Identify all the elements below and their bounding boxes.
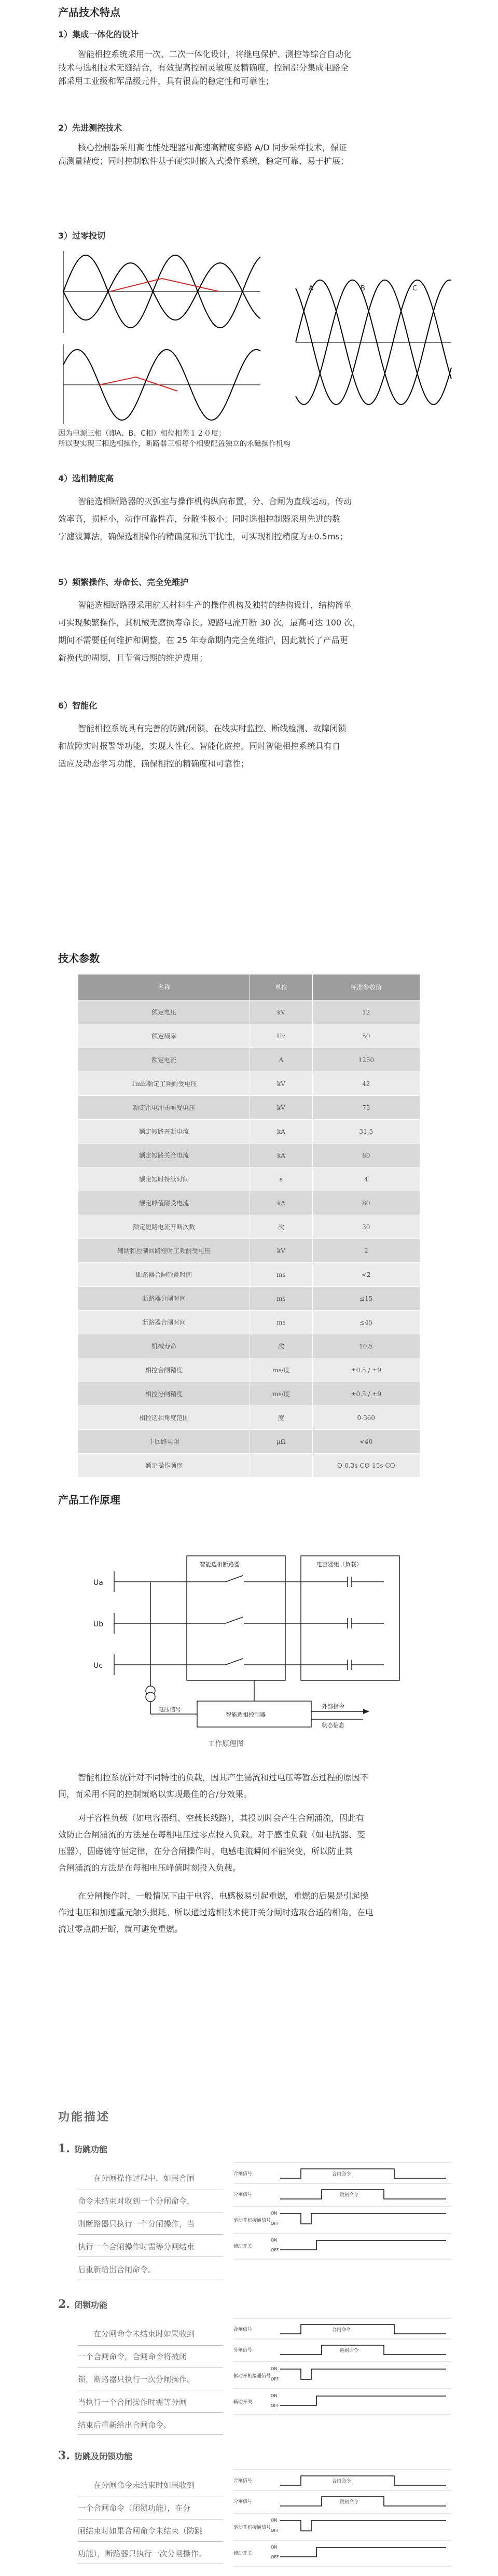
- cell-name: 相控选相角度范围: [78, 1406, 250, 1430]
- cell-name: 相控分闸精度: [78, 1382, 250, 1406]
- cell-unit: kA: [250, 1191, 312, 1215]
- feature-2-title: 2）先进测控技术: [58, 123, 122, 133]
- level-label: OFF: [271, 2221, 279, 2226]
- function-3-title: 3. 防跳及闭锁功能: [58, 2449, 132, 2462]
- cell-value: O-0.3s-CO-15s-CO: [312, 1454, 420, 1478]
- cell-unit: ms: [250, 1287, 312, 1311]
- trip-cmd-label: 跳闸命令: [340, 2500, 359, 2505]
- cell-name: 额定峰值耐受电流: [78, 1191, 250, 1215]
- table-row: [78, 1167, 420, 1191]
- cell-name: 额定短路开断电流: [78, 1120, 250, 1144]
- specs-table-header: [78, 974, 420, 1000]
- table-row: [78, 1454, 420, 1478]
- close-cmd-label: 合闸命令: [332, 2479, 351, 2484]
- signal-label: 驱动开机接通信号: [233, 2525, 271, 2530]
- function-2-text: 在分闸命令未结束时如果收到 一个合闸命令，合闸命令将被闭 锁，断路器只执行一次分闸操作。 当执行一个合闸操作时需等分闸 结束后重新给出合闸命令。: [78, 2322, 223, 2436]
- function-1-title: 1. 防跳功能: [58, 2142, 107, 2155]
- feature-4-title: 4）选相精度高: [58, 474, 114, 483]
- signal-label: 合闸信号: [233, 2171, 253, 2177]
- cell-unit: 次: [250, 1334, 312, 1358]
- cell-value: 10万: [312, 1334, 420, 1358]
- feature-2-text: 核心控制器采用高性能处理器和高速高精度多路 A/D 同步采样技术，保证 高测量精度；同时控制软件基于硬实时嵌入式操作系统，稳定可靠、易于扩展；: [58, 143, 349, 166]
- principle-text-2: 对于容性负载（如电容器组、空载长线路），其投切时会产生合闸涌流，因此有 效防止合闸涌流的方法是在每相电压过零点投入负载。对于感性负载（如电抗器、变 压器），因磁链守恒定律，在分合闸操作时，电感电流瞬间不能突变，所以防止其 合闸涌流的方法是在每相电压峰值时刻投入负载。: [58, 1813, 366, 1873]
- level-label: ON: [271, 2518, 278, 2523]
- phase-a-label: A: [309, 285, 313, 293]
- function-1-timing-diagram: [233, 2163, 451, 2287]
- level-label: OFF: [271, 2248, 279, 2252]
- phase-c-label: C: [412, 285, 418, 293]
- feature-3-text: 因为电源三相（即A、B、C相）相位相差１２０度； 所以要实现三相选相操作，断路器三相每个相要配置独立的永磁操作机构: [58, 429, 290, 448]
- table-row: [78, 1072, 420, 1096]
- col-value: 标准参数值: [312, 974, 420, 1000]
- cell-name: 额定操作顺序: [78, 1454, 250, 1478]
- signal-label: 辅助开关: [233, 2551, 253, 2556]
- table-row: [78, 1120, 420, 1144]
- table-row: [78, 1287, 420, 1311]
- principle-text-1: 智能相控系统针对不同特性的负载，因其产生涌流和过电压等暂态过程的原因不 同，而采用不同的控制策略以实现最佳的合/分效果。: [58, 1773, 369, 1799]
- controller-box-label: 智能选相控制器: [226, 1711, 266, 1718]
- uc-label: Uc: [93, 1662, 103, 1670]
- cell-name: 额定短时持续时间: [78, 1167, 250, 1191]
- cell-unit: ms: [250, 1311, 312, 1334]
- table-row: [78, 1215, 420, 1239]
- cell-name: 机械寿命: [78, 1334, 250, 1358]
- cell-value: <40: [312, 1430, 420, 1454]
- table-row: [78, 1358, 420, 1382]
- level-label: OFF: [271, 2377, 279, 2382]
- trip-cmd-label: 跳闸命令: [340, 2193, 359, 2198]
- cell-name: 辅助和控制回路短时工频耐受电压: [78, 1239, 250, 1263]
- ua-label: Ua: [93, 1579, 103, 1587]
- cell-name: 1min额定工频耐受电压: [78, 1072, 250, 1096]
- level-label: ON: [271, 2211, 278, 2216]
- cell-name: 断路器合闸时间: [78, 1311, 250, 1334]
- level-label: ON: [271, 2238, 278, 2243]
- level-label: ON: [271, 2393, 278, 2398]
- feature-6-title: 6）智能化: [58, 701, 98, 711]
- cell-unit: kA: [250, 1120, 312, 1144]
- cell-unit: 度: [250, 1406, 312, 1430]
- ub-label: Ub: [93, 1620, 104, 1628]
- function-3-timing-diagram: [233, 2470, 451, 2573]
- cell-unit: kV: [250, 1000, 312, 1024]
- signal-label: 分闸信号: [233, 2348, 253, 2353]
- table-row: [78, 1239, 420, 1263]
- cell-value: 2: [312, 1239, 420, 1263]
- function-3-text: 在分闸命令未结束时如果收到 一个合闸命令（闭锁功能），在分 闸结束时如果合闸命令未结束（防跳 功能），断路器只执行一次分闸操作。: [78, 2474, 223, 2565]
- cell-unit: [250, 1454, 312, 1478]
- feature-5-title: 5）频繁操作、寿命长、完全免维护: [58, 577, 189, 587]
- cell-value: 80: [312, 1144, 420, 1167]
- level-label: OFF: [271, 2555, 279, 2559]
- principle-heading: 产品工作原理: [58, 1494, 120, 1506]
- feature-3-title: 3）过零投切: [58, 231, 106, 241]
- table-row: [78, 1406, 420, 1430]
- cell-value: 12: [312, 1000, 420, 1024]
- feature-6-text: 智能相控系统具有完善的防跳/闭锁、在线实时监控、断线检测、故障闭锁 和故障实时报警等功能，实现人性化、智能化监控，同时智能相控系统具有自 适应及动态学习功能，确保相控的精确度和可靠性；: [58, 723, 347, 769]
- table-row: [78, 1430, 420, 1454]
- functions-heading: 功能描述: [58, 2110, 110, 2124]
- signal-label: 合闸信号: [233, 2478, 253, 2484]
- cell-unit: A: [250, 1048, 312, 1072]
- principle-text-3: 在分闸操作时，一般情况下由于电容、电感极易引起重燃，重燃的后果是引起操 作过电压和加速重元触头损耗。所以通过选相技术使开关分闸时选取合适的相角，在电 流过零点前开断，就可避免重燃。: [58, 1891, 374, 1934]
- specs-table: [78, 974, 420, 1478]
- function-2-timing-diagram: [233, 2318, 451, 2443]
- cell-name: 额定短路关合电流: [78, 1144, 250, 1167]
- cell-unit: Hz: [250, 1024, 312, 1048]
- close-cmd-label: 合闸命令: [332, 2172, 351, 2177]
- cell-name: 额定雷电冲击耐受电压: [78, 1096, 250, 1120]
- phase-b-label: B: [361, 285, 365, 293]
- feature-4-text: 智能选相断路器的灭弧室与操作机构纵向布置，分、合闸为直线运动，传动 效率高，损耗小，动作可靠性高，分散性极小；同时选相控制器采用先进的数 字滤波算法，确保选相操作的精确度和抗干扰性，可实现相控精度为±0.5ms；: [58, 496, 352, 541]
- cell-unit: μΩ: [250, 1430, 312, 1454]
- col-name: 名称: [78, 974, 250, 1000]
- cell-value: 42: [312, 1072, 420, 1096]
- cell-unit: s: [250, 1167, 312, 1191]
- table-row: [78, 1311, 420, 1334]
- waveform-three-phase-diagram: [290, 259, 457, 425]
- close-cmd-label: 合闸命令: [332, 2328, 351, 2333]
- voltage-signal-label: 电压信号: [158, 1706, 181, 1713]
- table-row: [78, 1144, 420, 1167]
- waveform-single-phase-diagram: [58, 245, 266, 426]
- table-row: [78, 1263, 420, 1287]
- signal-label: 合闸信号: [233, 2327, 253, 2332]
- cell-unit: kV: [250, 1096, 312, 1120]
- cell-name: 额定频率: [78, 1024, 250, 1048]
- feature-1-title: 1）集成一体化的设计: [58, 30, 139, 39]
- cell-value: 1250: [312, 1048, 420, 1072]
- table-row: [78, 1000, 420, 1024]
- feature-5-text: 智能选相断路器采用航天材料生产的操作机构及独特的结构设计，结构简单 可实现频繁操作，其机械无磨损寿命长。短路电流开断 30 次，最高可达 100 次， 期间不需要任何维护和调整，在 25 年寿命期内完全免维护，因此就长了产品更 新换代的周期，且节省后期的维护费用；: [58, 600, 361, 663]
- cell-value: ≤45: [312, 1311, 420, 1334]
- breaker-box-label: 智能选相断路器: [200, 1561, 240, 1568]
- cell-name: 额定电流: [78, 1048, 250, 1072]
- trip-cmd-label: 跳闸命令: [340, 2348, 359, 2354]
- cell-value: ±0.5 / ±9: [312, 1358, 420, 1382]
- status-info-label: 状态信息: [322, 1722, 344, 1729]
- cell-name: 主回路电阻: [78, 1430, 250, 1454]
- cell-value: 0-360: [312, 1406, 420, 1430]
- table-row: [78, 1024, 420, 1048]
- level-label: OFF: [271, 2528, 279, 2533]
- function-2-title: 2. 闭锁功能: [58, 2297, 107, 2311]
- function-1-text: 在分闸操作过程中，如果合闸 命令未结束对收到一个分闸命令， 则断路器只执行一个分闸操作，当 执行一个合闸操作时需等分闸结束 后重新给出合闸命令。: [78, 2167, 223, 2281]
- working-principle-diagram: [93, 1535, 425, 1732]
- cell-name: 额定电压: [78, 1000, 250, 1024]
- col-unit: 单位: [250, 974, 312, 1000]
- cell-value: 30: [312, 1215, 420, 1239]
- table-row: [78, 1096, 420, 1120]
- level-label: ON: [271, 2545, 278, 2550]
- signal-label: 分闸信号: [233, 2499, 253, 2504]
- cell-value: 75: [312, 1096, 420, 1120]
- principle-caption: 工作原理图: [208, 1740, 244, 1748]
- cell-value: 50: [312, 1024, 420, 1048]
- signal-label: 驱动开机接通信号: [233, 2218, 271, 2223]
- load-box-label: 电容器组（负载）: [316, 1561, 362, 1568]
- table-row: [78, 1334, 420, 1358]
- cell-value: <2: [312, 1263, 420, 1287]
- table-row: [78, 1191, 420, 1215]
- specs-heading: 技术参数: [58, 952, 100, 965]
- cell-value: 4: [312, 1167, 420, 1191]
- table-row: [78, 1382, 420, 1406]
- cell-name: 相控合闸精度: [78, 1358, 250, 1382]
- cell-unit: 次: [250, 1215, 312, 1239]
- cell-value: 31.5: [312, 1120, 420, 1144]
- cell-unit: ms/度: [250, 1358, 312, 1382]
- signal-label: 分闸信号: [233, 2192, 253, 2197]
- features-heading: 产品技术特点: [58, 6, 120, 19]
- cell-unit: kV: [250, 1072, 312, 1096]
- cell-unit: kA: [250, 1144, 312, 1167]
- cell-value: ±0.5 / ±9: [312, 1382, 420, 1406]
- cell-unit: ms/度: [250, 1382, 312, 1406]
- external-cmd-label: 外部指令: [322, 1703, 344, 1710]
- cell-name: 额定短路电流开断次数: [78, 1215, 250, 1239]
- cell-value: ≤15: [312, 1287, 420, 1311]
- level-label: OFF: [271, 2403, 279, 2408]
- cell-name: 断路器分闸时间: [78, 1287, 250, 1311]
- signal-label: 驱动开机接通信号: [233, 2374, 271, 2379]
- signal-label: 辅助开关: [233, 2400, 253, 2405]
- cell-value: 80: [312, 1191, 420, 1215]
- table-row: [78, 1048, 420, 1072]
- feature-1-text: 智能相控系统采用一次、二次一体化设计，将继电保护、测控等综合自动化 技术与选相技术无缝结合，有效提高控制灵敏度及精确度，控制部分集成电路全 部采用工业级和军品级元件，具有很高的稳定性和可靠性；: [58, 49, 352, 86]
- level-label: ON: [271, 2366, 278, 2371]
- cell-unit: ms: [250, 1263, 312, 1287]
- cell-unit: kV: [250, 1239, 312, 1263]
- signal-label: 辅助开关: [233, 2244, 253, 2249]
- cell-name: 断路器合闸弹跳时间: [78, 1263, 250, 1287]
